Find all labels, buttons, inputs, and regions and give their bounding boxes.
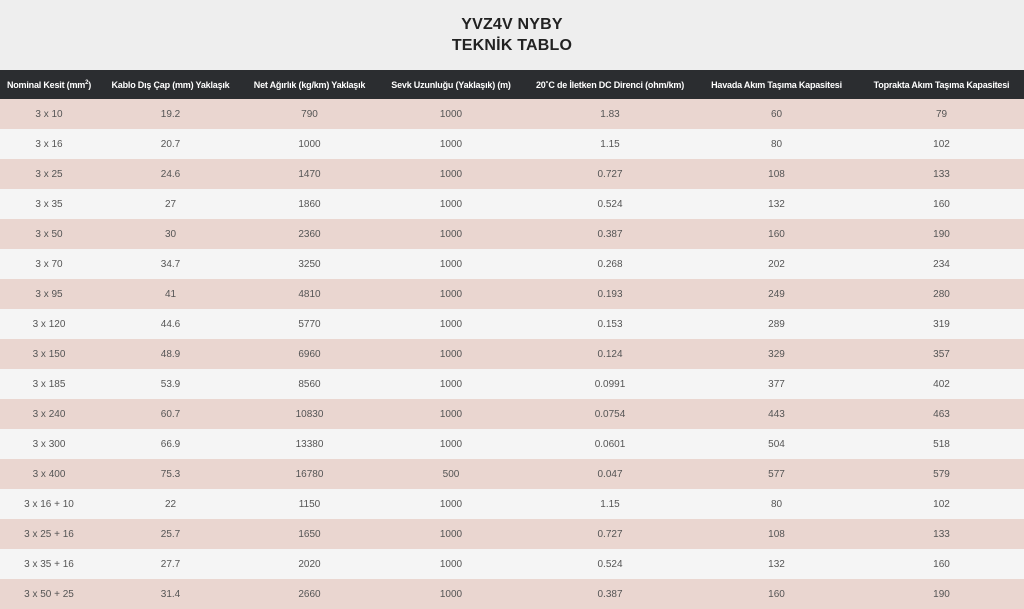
cell-havada-akim: 60	[770, 108, 783, 120]
cell-havada-akim: 504	[768, 438, 785, 450]
header-nominal-kesit	[0, 70, 98, 99]
cell-toprakta-akim: 579	[933, 468, 950, 480]
cell-havada-akim: 108	[768, 528, 785, 540]
table-row	[0, 519, 1024, 549]
cell-havada-akim: 80	[770, 138, 783, 150]
cell-dc-direnci: 0.153	[597, 318, 623, 330]
cell-sevk-uzunlugu: 1000	[439, 258, 463, 270]
cell-nominal-kesit: 3 x 150	[32, 348, 66, 360]
cell-dc-direnci: 0.047	[597, 468, 623, 480]
cell-sevk-uzunlugu: 1000	[439, 108, 463, 120]
cell-net-agirlik: 1860	[298, 198, 321, 210]
cell-toprakta-akim: 463	[933, 408, 950, 420]
cell-nominal-kesit: 3 x 10	[35, 108, 63, 120]
cell-nominal-kesit: 3 x 120	[32, 318, 66, 330]
cell-net-agirlik: 1470	[298, 168, 321, 180]
cell-net-agirlik: 3250	[298, 258, 321, 270]
table-row	[0, 459, 1024, 489]
header-suffix: )	[88, 79, 92, 90]
cell-kablo-dis-cap: 53.9	[160, 378, 181, 390]
table-row	[0, 99, 1024, 129]
cell-dc-direnci: 1.15	[600, 138, 620, 150]
cell-sevk-uzunlugu: 500	[442, 468, 460, 480]
cell-kablo-dis-cap: 48.9	[160, 348, 181, 360]
cell-toprakta-akim: 357	[933, 348, 950, 360]
cell-sevk-uzunlugu: 1000	[439, 288, 463, 300]
cell-dc-direnci: 0.524	[597, 558, 623, 570]
cell-kablo-dis-cap: 27	[164, 198, 177, 210]
cell-kablo-dis-cap: 31.4	[160, 588, 181, 600]
cell-sevk-uzunlugu: 1000	[439, 168, 463, 180]
cell-kablo-dis-cap: 75.3	[160, 468, 181, 480]
cell-nominal-kesit: 3 x 16 + 10	[24, 498, 74, 510]
cell-kablo-dis-cap: 24.6	[160, 168, 181, 180]
cell-kablo-dis-cap: 19.2	[160, 108, 181, 120]
table-row	[0, 159, 1024, 189]
cell-havada-akim: 289	[768, 318, 785, 330]
cell-havada-akim: 160	[768, 228, 785, 240]
cell-kablo-dis-cap: 30	[164, 228, 177, 240]
cell-sevk-uzunlugu: 1000	[439, 558, 463, 570]
cell-net-agirlik: 8560	[298, 378, 321, 390]
cell-net-agirlik: 5770	[298, 318, 321, 330]
cell-net-agirlik: 6960	[298, 348, 321, 360]
cell-net-agirlik: 10830	[295, 408, 324, 420]
cell-dc-direnci: 0.387	[597, 588, 623, 600]
cell-nominal-kesit: 3 x 35 + 16	[24, 558, 74, 570]
technical-table	[0, 70, 1024, 609]
cell-nominal-kesit: 3 x 400	[32, 468, 66, 480]
header-sevk-uzunlugu: Sevk Uzunluğu (Yaklaşık) (m)	[391, 79, 511, 90]
cell-sevk-uzunlugu: 1000	[439, 228, 463, 240]
cell-dc-direnci: 0.727	[597, 528, 623, 540]
cell-havada-akim: 160	[768, 588, 785, 600]
cell-dc-direnci: 1.15	[600, 498, 620, 510]
cell-kablo-dis-cap: 60.7	[160, 408, 181, 420]
cell-net-agirlik: 2020	[298, 558, 321, 570]
cell-nominal-kesit: 3 x 95	[35, 288, 63, 300]
table-row	[0, 489, 1024, 519]
cell-kablo-dis-cap: 66.9	[160, 438, 181, 450]
cell-kablo-dis-cap: 25.7	[160, 528, 181, 540]
cell-net-agirlik: 2360	[298, 228, 321, 240]
cell-dc-direnci: 0.193	[597, 288, 623, 300]
cell-dc-direnci: 0.124	[597, 348, 623, 360]
cell-havada-akim: 108	[768, 168, 785, 180]
cell-net-agirlik: 1000	[298, 138, 321, 150]
cell-dc-direnci: 0.0991	[594, 378, 626, 390]
cell-sevk-uzunlugu: 1000	[439, 138, 463, 150]
cell-toprakta-akim: 79	[935, 108, 948, 120]
cell-sevk-uzunlugu: 1000	[439, 318, 463, 330]
table-row	[0, 189, 1024, 219]
cell-sevk-uzunlugu: 1000	[439, 348, 463, 360]
cell-toprakta-akim: 190	[933, 228, 950, 240]
cell-toprakta-akim: 102	[933, 498, 950, 510]
cell-nominal-kesit: 3 x 35	[35, 198, 63, 210]
table-row	[0, 429, 1024, 459]
cell-dc-direnci: 0.524	[597, 198, 623, 210]
cell-nominal-kesit: 3 x 16	[35, 138, 63, 150]
cell-nominal-kesit: 3 x 25 + 16	[24, 528, 74, 540]
cell-kablo-dis-cap: 34.7	[160, 258, 181, 270]
cell-havada-akim: 377	[768, 378, 785, 390]
title-block	[0, 0, 1024, 70]
cell-net-agirlik: 1150	[298, 498, 321, 510]
header-row	[0, 70, 1024, 99]
cell-toprakta-akim: 518	[933, 438, 950, 450]
header-dc-direnci: 20˚C de İletken DC Direnci (ohm/km)	[535, 79, 685, 90]
cell-dc-direnci: 0.0601	[594, 438, 626, 450]
cell-toprakta-akim: 319	[933, 318, 950, 330]
table-row	[0, 309, 1024, 339]
cell-havada-akim: 132	[768, 558, 785, 570]
cell-nominal-kesit: 3 x 300	[32, 438, 66, 450]
cell-net-agirlik: 1650	[298, 528, 321, 540]
cell-nominal-kesit: 3 x 70	[35, 258, 63, 270]
cell-toprakta-akim: 160	[933, 558, 950, 570]
table-row	[0, 549, 1024, 579]
cell-havada-akim: 249	[768, 288, 785, 300]
cell-toprakta-akim: 133	[933, 168, 950, 180]
table-row	[0, 369, 1024, 399]
header-net-agirlik: Net Ağırlık (kg/km) Yaklaşık	[253, 79, 366, 90]
cell-dc-direnci: 0.727	[597, 168, 623, 180]
cell-toprakta-akim: 102	[933, 138, 950, 150]
cell-toprakta-akim: 190	[933, 588, 950, 600]
table-row	[0, 129, 1024, 159]
table-row	[0, 399, 1024, 429]
cell-sevk-uzunlugu: 1000	[439, 438, 463, 450]
header-superscript: 2	[85, 79, 89, 86]
cell-dc-direnci: 0.268	[597, 258, 623, 270]
cell-havada-akim: 329	[768, 348, 785, 360]
cell-dc-direnci: 0.387	[597, 228, 623, 240]
cell-sevk-uzunlugu: 1000	[439, 198, 463, 210]
cell-sevk-uzunlugu: 1000	[439, 408, 463, 420]
cell-net-agirlik: 16780	[295, 468, 324, 480]
cell-kablo-dis-cap: 44.6	[160, 318, 181, 330]
table-row	[0, 339, 1024, 369]
cell-toprakta-akim: 160	[933, 198, 950, 210]
page-subtitle: TEKNİK TABLO	[451, 37, 573, 54]
cell-havada-akim: 80	[770, 498, 783, 510]
header-havada-akim: Havada Akım Taşıma Kapasitesi	[711, 79, 842, 90]
cell-nominal-kesit: 3 x 240	[32, 408, 66, 420]
cell-sevk-uzunlugu: 1000	[439, 528, 463, 540]
page-title: YVZ4V NYBY	[461, 16, 563, 33]
table-body	[0, 99, 1024, 609]
cell-sevk-uzunlugu: 1000	[439, 588, 463, 600]
cell-sevk-uzunlugu: 1000	[439, 378, 463, 390]
table-row	[0, 219, 1024, 249]
table-row	[0, 579, 1024, 609]
cell-nominal-kesit: 3 x 50	[35, 228, 63, 240]
table-header	[0, 70, 1024, 99]
cell-kablo-dis-cap: 41	[164, 288, 177, 300]
cell-dc-direnci: 1.83	[600, 108, 620, 120]
cell-toprakta-akim: 280	[933, 288, 950, 300]
cell-kablo-dis-cap: 20.7	[160, 138, 181, 150]
cell-nominal-kesit: 3 x 185	[32, 378, 66, 390]
cell-net-agirlik: 13380	[295, 438, 324, 450]
cell-nominal-kesit: 3 x 25	[35, 168, 63, 180]
cell-toprakta-akim: 133	[933, 528, 950, 540]
cell-net-agirlik: 4810	[298, 288, 321, 300]
header-kablo-dis-cap: Kablo Dış Çap (mm) Yaklaşık	[111, 79, 230, 90]
table-row	[0, 279, 1024, 309]
cell-havada-akim: 443	[768, 408, 785, 420]
cell-kablo-dis-cap: 27.7	[160, 558, 181, 570]
cell-havada-akim: 132	[768, 198, 785, 210]
cell-kablo-dis-cap: 22	[164, 498, 177, 510]
table-row	[0, 249, 1024, 279]
cell-havada-akim: 202	[768, 258, 785, 270]
cell-net-agirlik: 2660	[298, 588, 321, 600]
cell-nominal-kesit: 3 x 50 + 25	[24, 588, 74, 600]
header-toprakta-akim: Toprakta Akım Taşıma Kapasitesi	[873, 79, 1010, 90]
header-text: Nominal Kesit (mm	[6, 79, 86, 90]
cell-toprakta-akim: 402	[933, 378, 950, 390]
cell-net-agirlik: 790	[301, 108, 318, 120]
cell-dc-direnci: 0.0754	[594, 408, 626, 420]
cell-toprakta-akim: 234	[933, 258, 950, 270]
cell-sevk-uzunlugu: 1000	[439, 498, 463, 510]
cell-havada-akim: 577	[768, 468, 785, 480]
